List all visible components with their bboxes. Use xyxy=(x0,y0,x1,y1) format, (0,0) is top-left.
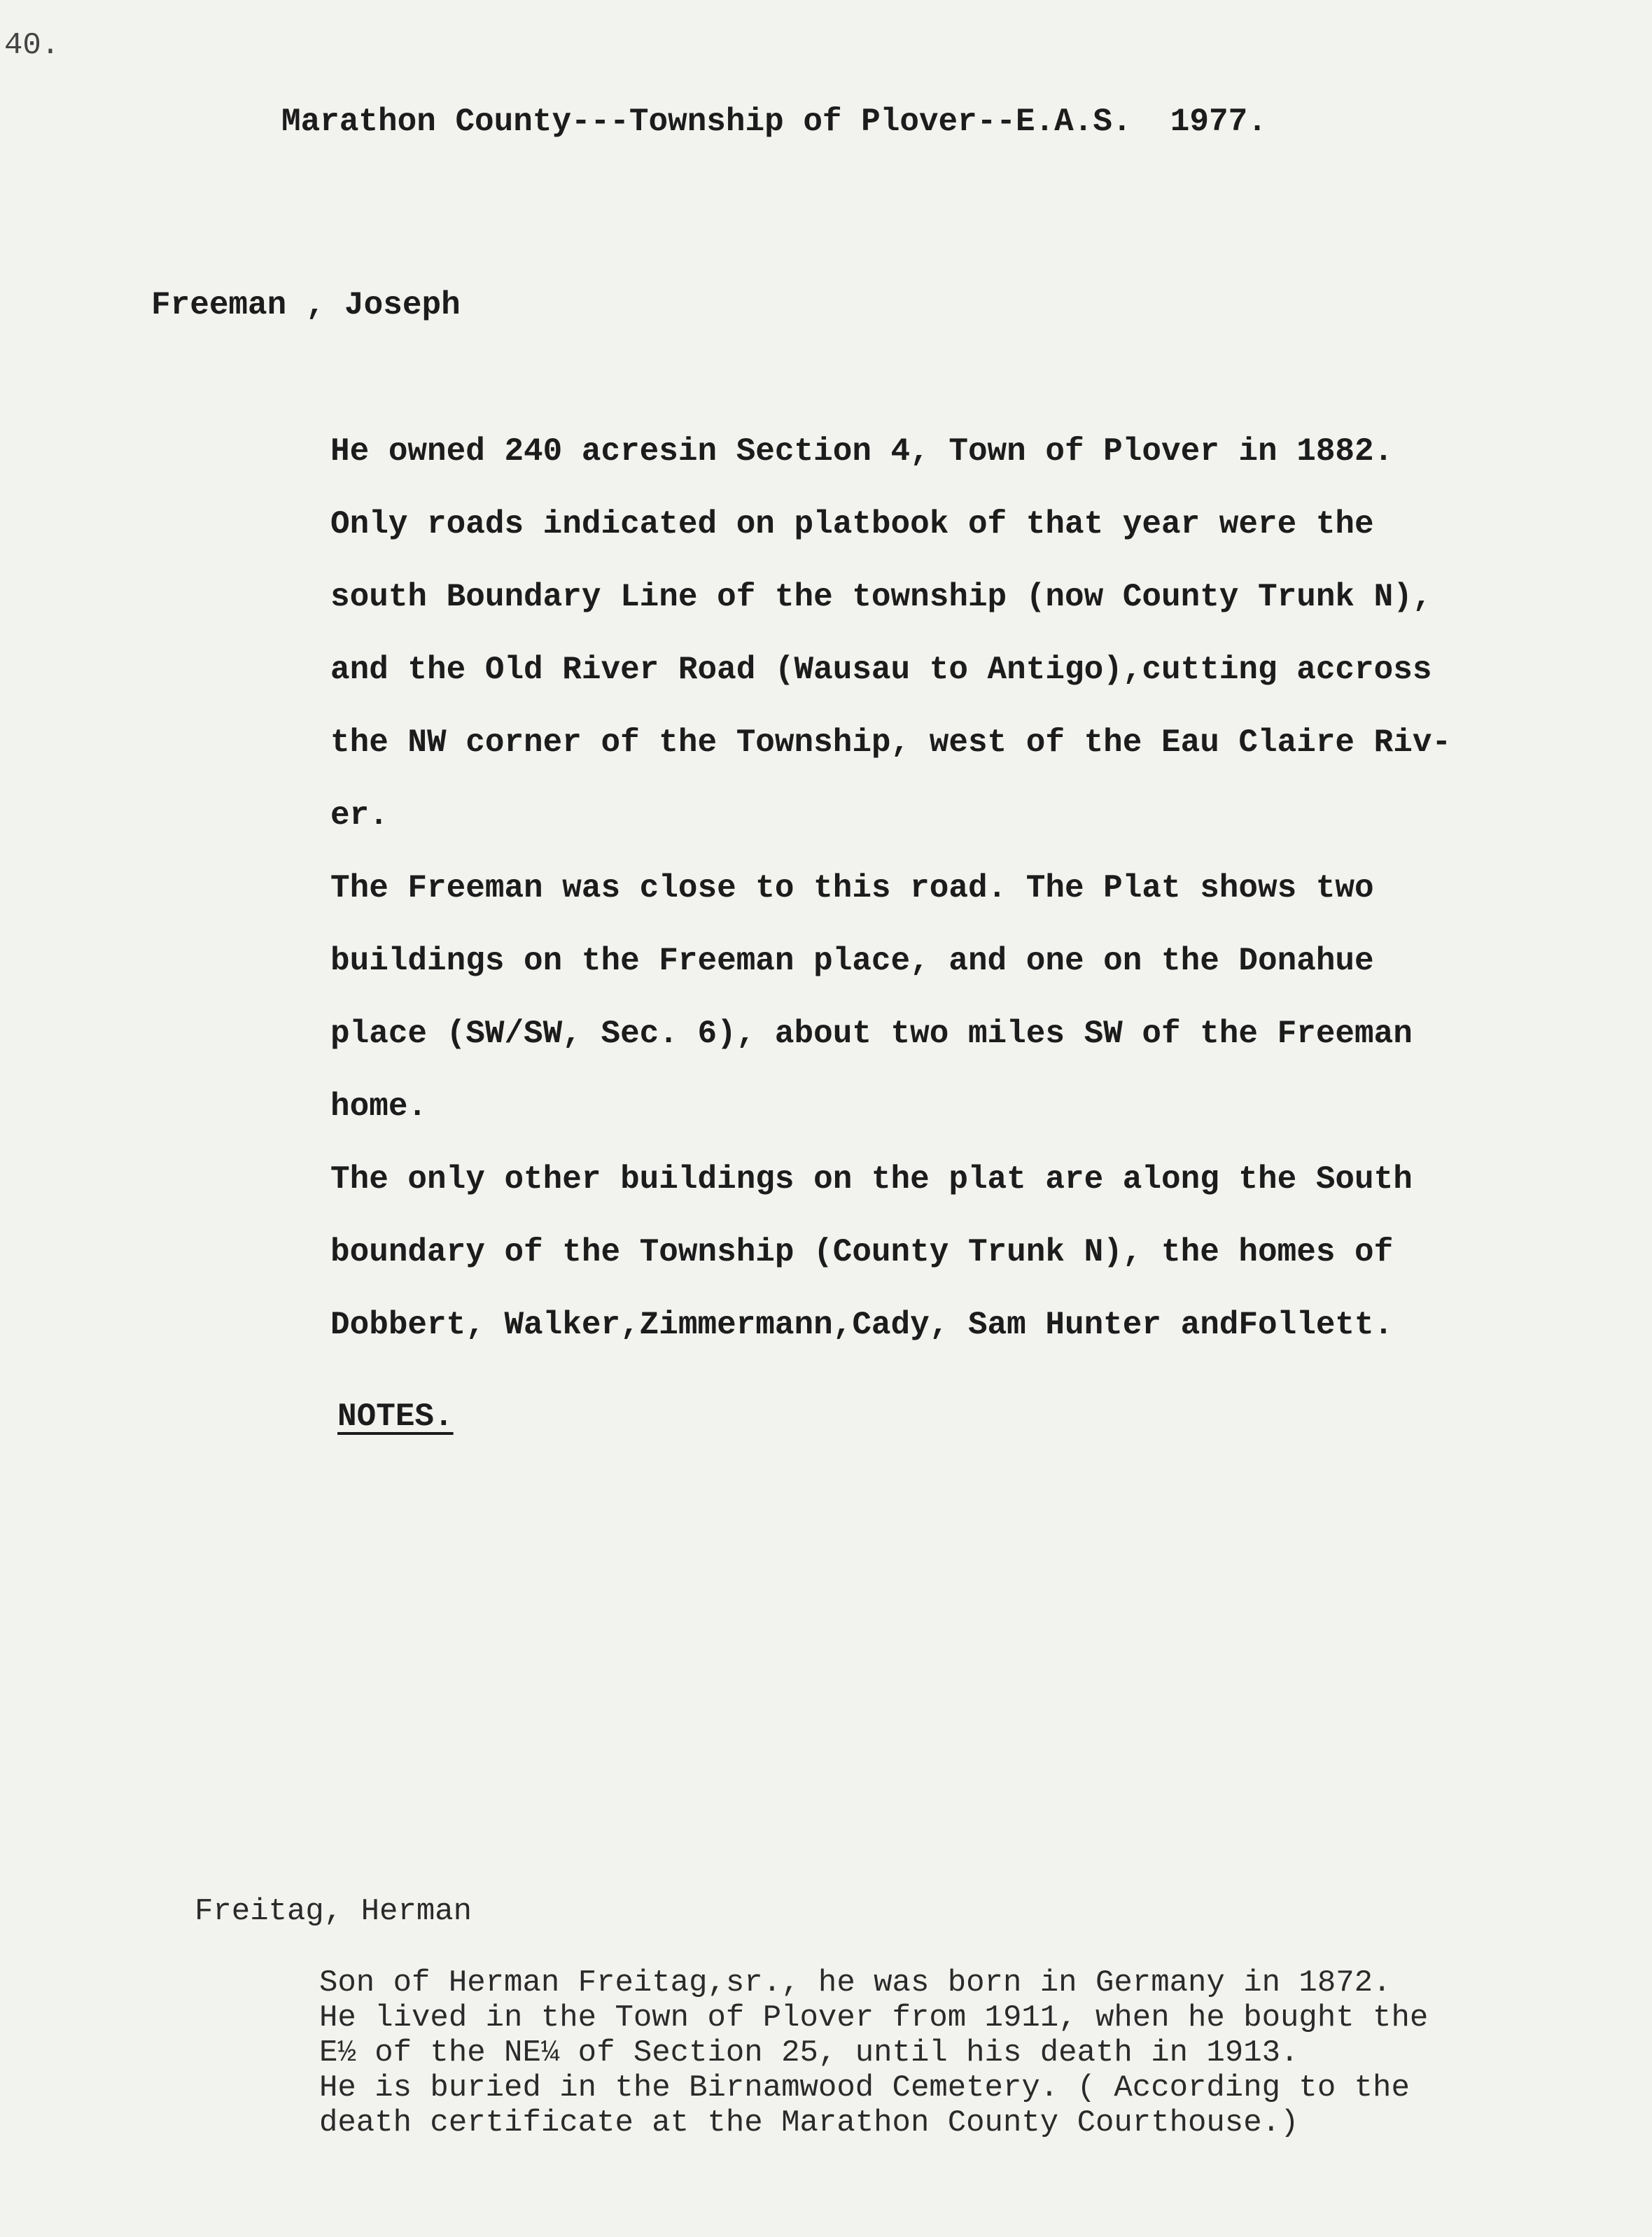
body-line: The only other buildings on the plat are along the South xyxy=(330,1161,1413,1198)
body-line: Dobbert, Walker,Zimmermann,Cady, Sam Hunter andFollett. xyxy=(330,1307,1394,1343)
body-line: boundary of the Township (County Trunk N), the homes of xyxy=(330,1234,1394,1270)
body-line: place (SW/SW, Sec. 6), about two miles SW of the Freeman xyxy=(330,1016,1413,1052)
entry-name-freitag: Freitag, Herman xyxy=(195,1894,472,1929)
page-header: Marathon County---Township of Plover--E.A.S. 1977. xyxy=(281,104,1267,140)
body-line: death certificate at the Marathon County Courthouse.) xyxy=(319,2105,1299,2140)
body-line: home. xyxy=(330,1088,428,1125)
body-line: He lived in the Town of Plover from 1911, when he bought the xyxy=(319,2000,1429,2035)
body-line: the NW corner of the Township, west of the Eau Claire Riv- xyxy=(330,724,1452,761)
body-line: buildings on the Freeman place, and one on the Donahue xyxy=(330,943,1374,979)
entry-body-freeman xyxy=(330,426,1590,1372)
body-line: south Boundary Line of the township (now County Trunk N), xyxy=(330,579,1432,615)
entry-body-freitag xyxy=(319,1965,1621,2140)
page-number: 40. xyxy=(4,28,60,63)
body-line: er. xyxy=(330,797,388,834)
body-line: The Freeman was close to this road. The Plat shows two xyxy=(330,870,1374,906)
body-line: Only roads indicated on platbook of that year were the xyxy=(330,506,1374,542)
body-line: He owned 240 acresin Section 4, Town of Plover in 1882. xyxy=(330,433,1394,470)
notes-heading: NOTES. xyxy=(337,1398,454,1435)
body-line: He is buried in the Birnamwood Cemetery. ( According to the xyxy=(319,2070,1410,2105)
entry-name-freeman: Freeman , Joseph xyxy=(151,287,461,323)
body-line: and the Old River Road (Wausau to Antigo),cutting accross xyxy=(330,652,1432,688)
body-line: E½ of the NE¼ of Section 25, until his death in 1913. xyxy=(319,2035,1299,2070)
body-line: Son of Herman Freitag,sr., he was born in Germany in 1872. xyxy=(319,1965,1392,2000)
